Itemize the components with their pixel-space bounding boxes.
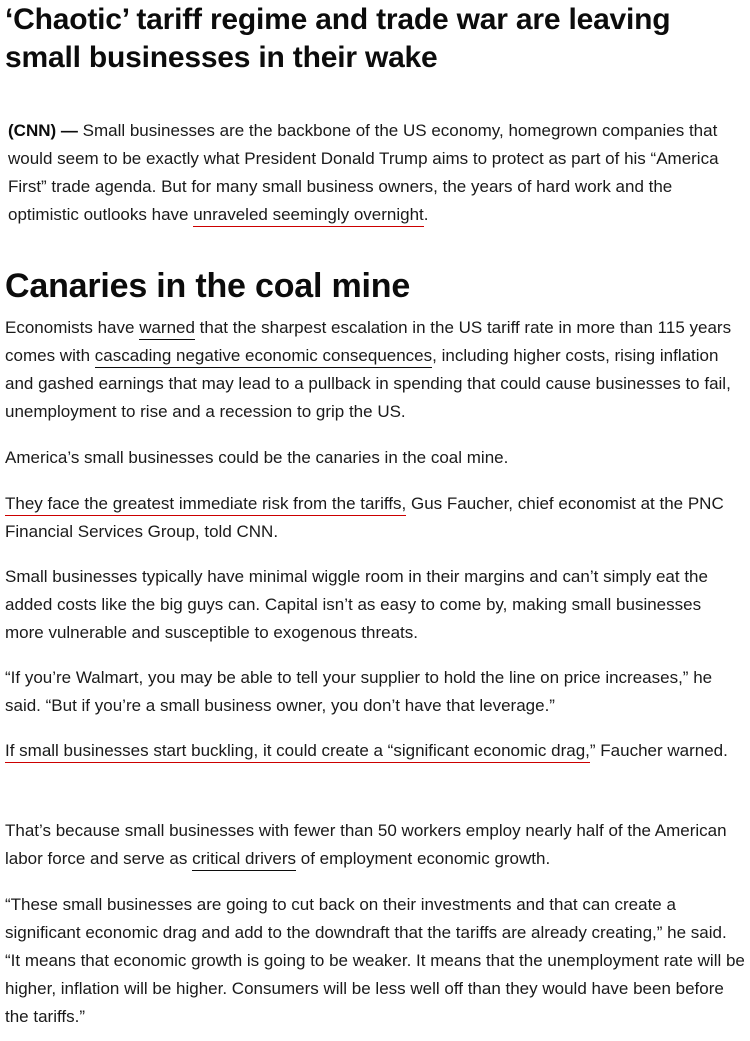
section-title: Canaries in the coal mine — [5, 267, 411, 305]
paragraph-margins: Small businesses typically have minimal wiggle room in their margins and can’t simply eat the added costs like the big guys can. Capital isn’t as easy to come by, making small businesses more vulnerable and susceptible to exogenous threats. — [5, 567, 708, 642]
lead-paragraph — [8, 117, 730, 229]
paragraph-walmart-quote: “If you’re Walmart, you may be able to tell your supplier to hold the line on price increases,” he said. “But if you’re a small business owner, you don’t have that leverage.” — [5, 668, 713, 715]
p7-text-b: of employment economic growth. — [296, 849, 551, 868]
p1-text-b: that the sharpest escalation in the US tariff rate in more than 115 years comes with — [5, 318, 732, 365]
economic-drag-link[interactable]: If small businesses start buckling, it could create a “significant economic drag, — [5, 741, 590, 763]
dateline: (CNN) — — [8, 121, 78, 140]
article-headline: ‘Chaotic’ tariff regime and trade war are leaving small businesses in their wake — [5, 3, 671, 74]
paragraph-economists — [5, 314, 740, 426]
paragraph-investments-quote: “These small businesses are going to cut back on their investments and that can create a significant economic drag and add to the downdraft that the tariffs are already creating,” he said. “It means that economic growth is going to be weaker. It means that the unemployment rate will be higher, inflation will be higher. Consumers will be less well off than they would have been before the tariffs.” — [5, 895, 745, 1026]
warned-link[interactable]: warned — [139, 318, 195, 340]
paragraph-greatest-risk — [5, 490, 740, 546]
paragraph-buckling — [5, 737, 740, 765]
greatest-risk-link[interactable]: They face the greatest immediate risk from the tariffs, — [5, 494, 406, 516]
paragraph-canaries: America’s small businesses could be the canaries in the coal mine. — [5, 448, 509, 467]
p1-text-c: , including higher costs, rising inflation and gashed earnings that may lead to a pullback in spending that could cause businesses to fail, unemployment to rise and a recession to grip the US. — [5, 346, 731, 421]
lead-end: . — [423, 205, 429, 224]
p6-text: ” Faucher warned. — [589, 741, 728, 760]
paragraph-labor-force — [5, 817, 740, 873]
critical-drivers-link[interactable]: critical drivers — [192, 849, 296, 871]
p7-text-a: That’s because small businesses with fewer than 50 workers employ nearly half of the American labor force and serve as — [5, 821, 727, 868]
p3-text: Gus Faucher, chief economist at the PNC Financial Services Group, told CNN. — [5, 494, 724, 541]
p1-text-a: Economists have — [5, 318, 140, 337]
lead-text: Small businesses are the backbone of the US economy, homegrown companies that would seem to be exactly what President Donald Trump aims to protect as part of his “America First” trade agenda. But for many small business owners, the years of hard work and the optimistic outlooks have — [8, 121, 719, 224]
cascading-consequences-link[interactable]: cascading negative economic consequences — [95, 346, 432, 368]
unraveled-link[interactable]: unraveled seemingly overnight — [193, 205, 424, 227]
